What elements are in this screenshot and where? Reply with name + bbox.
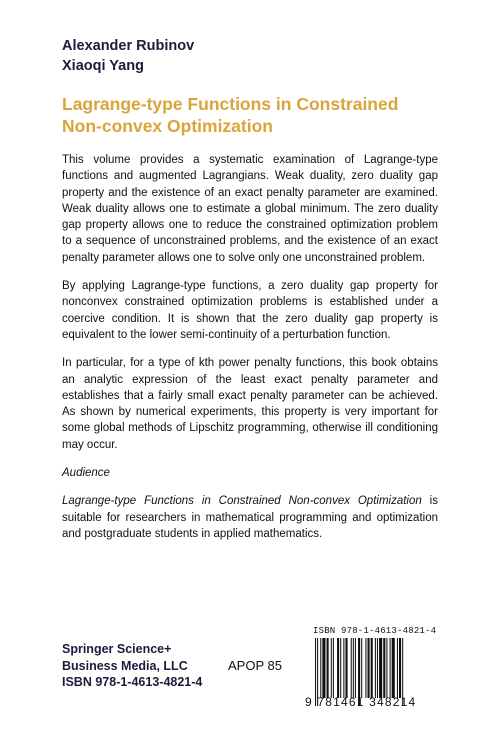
description-paragraph: By applying Lagrange-type functions, a zero duality gap property for nonconvex constrained optimization problems is established under a coercive condition. It is shown that the zero duality gap property is equivalent to the lower semi-continuity of a perturbation function. — [62, 280, 438, 341]
publisher-info — [62, 641, 202, 691]
author-name: Alexander Rubinov — [62, 38, 195, 54]
barcode-bar — [345, 638, 347, 698]
barcode-isbn-label: ISBN 978-1-4613-4821-4 — [313, 626, 437, 636]
barcode-bar — [353, 638, 354, 698]
barcode-bar — [320, 638, 321, 698]
barcode-bar — [351, 638, 352, 698]
description — [62, 152, 438, 554]
publisher-line: Business Media, LLC — [62, 658, 188, 673]
barcode-digits: 9 781461 348214 — [305, 695, 417, 709]
barcode-bar — [386, 638, 387, 698]
barcode-bar — [368, 638, 370, 698]
author-name: Xiaoqi Yang — [62, 58, 144, 74]
book-title — [62, 93, 442, 137]
audience-book-title: Lagrange-type Functions in Constrained Non-convex Optimization — [62, 495, 422, 508]
barcode-bar — [371, 638, 373, 698]
barcode-bar — [340, 638, 341, 698]
author-list — [62, 36, 194, 76]
audience-text — [62, 493, 438, 542]
audience-description: is suitable for researchers in mathematical programming and optimization and postgraduate students in applied mathematics. — [62, 495, 438, 540]
barcode-bar — [343, 638, 344, 698]
book-title-line: Lagrange-type Functions in Constrained — [62, 94, 399, 114]
barcode-bar — [322, 638, 325, 698]
barcode-block — [313, 626, 439, 706]
publisher-isbn: ISBN 978-1-4613-4821-4 — [62, 675, 203, 689]
barcode-bar — [361, 638, 362, 698]
barcode-bar — [377, 638, 378, 698]
barcode-bar — [392, 638, 395, 698]
barcode-bar — [337, 638, 339, 698]
barcode-bar — [365, 638, 366, 698]
barcode-bar — [327, 638, 329, 698]
barcode-bar — [399, 638, 401, 698]
barcode-bar — [333, 638, 334, 698]
series-code: APOP 85 — [228, 658, 282, 673]
publisher-line: Springer Science+ — [62, 642, 172, 656]
barcode-bar — [331, 638, 332, 698]
audience-heading: Audience — [62, 467, 110, 480]
barcode-bar — [375, 638, 376, 698]
barcode-bar — [355, 638, 356, 698]
barcode-bar — [390, 638, 391, 698]
book-title-line: Non-convex Optimization — [62, 116, 273, 136]
description-paragraph: In particular, for a type of kth power penalty functions, this book obtains an analytic expression of the least exact penalty parameter and establishes that a fairly small exact penalty parameter can be achieved. As shown by numerical experiments, this property is very important for some global methods of Lipschitz programming, otherwise ill conditioning may occur. — [62, 357, 438, 451]
barcode-bar — [379, 638, 382, 698]
barcode-bar — [397, 638, 398, 698]
description-paragraph: This volume provides a systematic examination of Lagrange-type functions and augmented Lagrangians. Weak duality, zero duality gap property and the existence of an exact penalty parameter are examined. Weak duality allows one to estimate a global minimum. The zero duality gap property allows one to reduce the constrained optimization problem to a sequence of unconstrained problems, and the existence of an exact penalty parameter allows one to solve only one unconstrained problem. — [62, 154, 438, 264]
barcode-bar — [383, 638, 385, 698]
